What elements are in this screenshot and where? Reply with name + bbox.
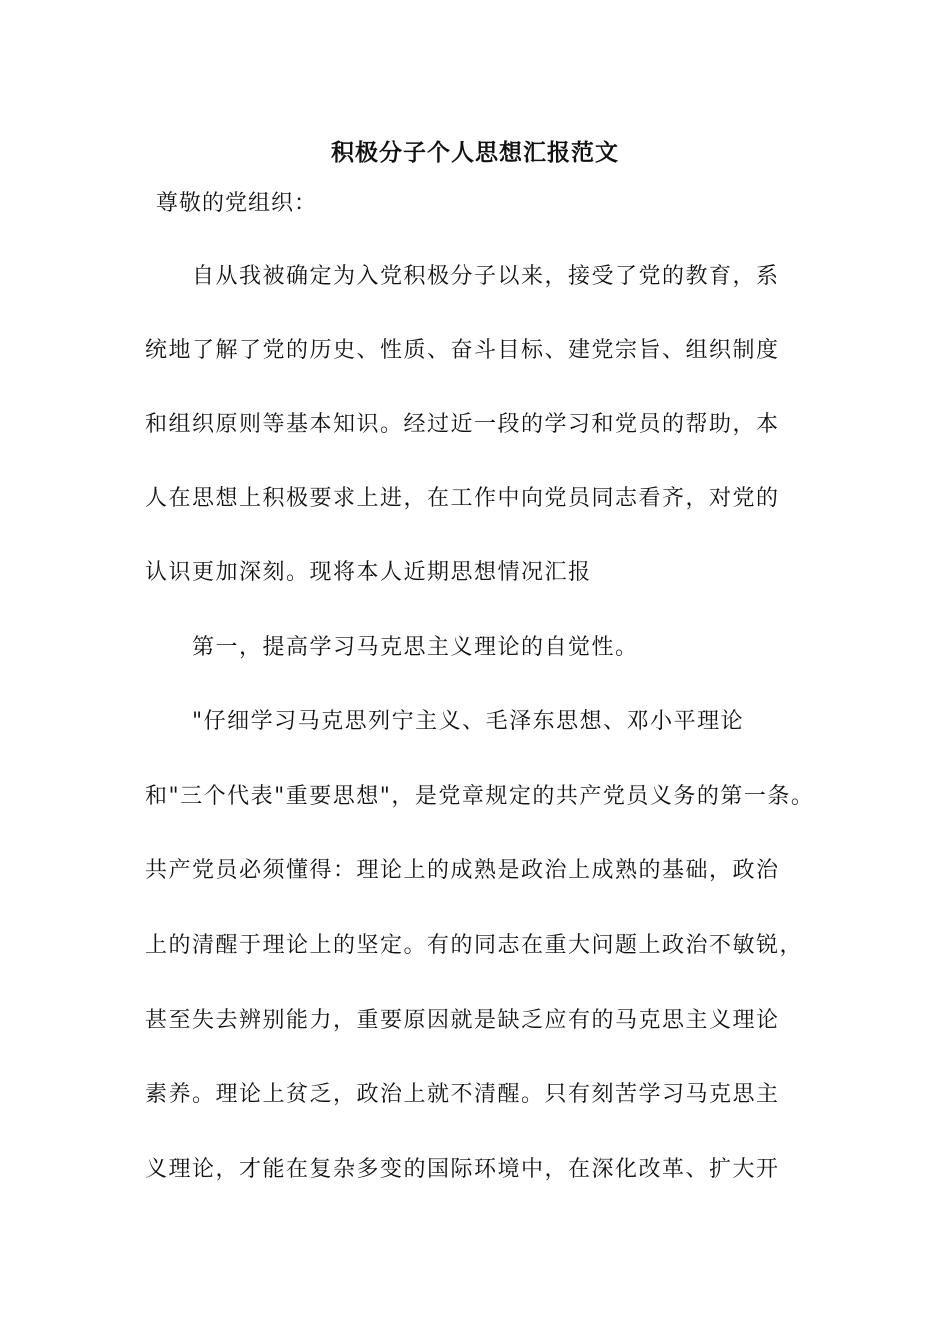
paragraph-line: "仔细学习马克思列宁主义、毛泽东思想、邓小平理论 (192, 709, 745, 734)
paragraph-line: 和组织原则等基本知识。经过近一段的学习和党员的帮助，本 (145, 412, 780, 437)
paragraph-line: 义理论，才能在复杂多变的国际环境中，在深化改革、扩大开 (145, 1157, 780, 1182)
paragraph-line: 自从我被确定为入党积极分子以来，接受了党的教育，系 (192, 264, 780, 289)
paragraph-line: 甚至失去辨别能力，重要原因就是缺乏应有的马克思主义理论 (145, 1008, 780, 1033)
salutation: 尊敬的党组织： (156, 191, 318, 216)
paragraph-line: 和"三个代表"重要思想"，是党章规定的共产党员义务的第一条。 (145, 784, 815, 809)
paragraph-line: 上的清醒于理论上的坚定。有的同志在重大问题上政治不敏锐， (145, 933, 804, 958)
paragraph-line: 认识更加深刻。现将本人近期思想情况汇报 (145, 560, 592, 585)
paragraph-line: 人在思想上积极要求上进，在工作中向党员同志看齐，对党的 (145, 486, 780, 511)
document-title: 积极分子个人思想汇报范文 (331, 139, 619, 166)
section-heading-line: 第一，提高学习马克思主义理论的自觉性。 (192, 635, 639, 660)
paragraph-line: 共产党员必须懂得：理论上的成熟是政治上成熟的基础，政治 (145, 858, 780, 883)
paragraph-line: 统地了解了党的历史、性质、奋斗目标、建党宗旨、组织制度 (145, 338, 780, 363)
paragraph-line: 素养。理论上贫乏，政治上就不清醒。只有刻苦学习马克思主 (145, 1082, 780, 1107)
